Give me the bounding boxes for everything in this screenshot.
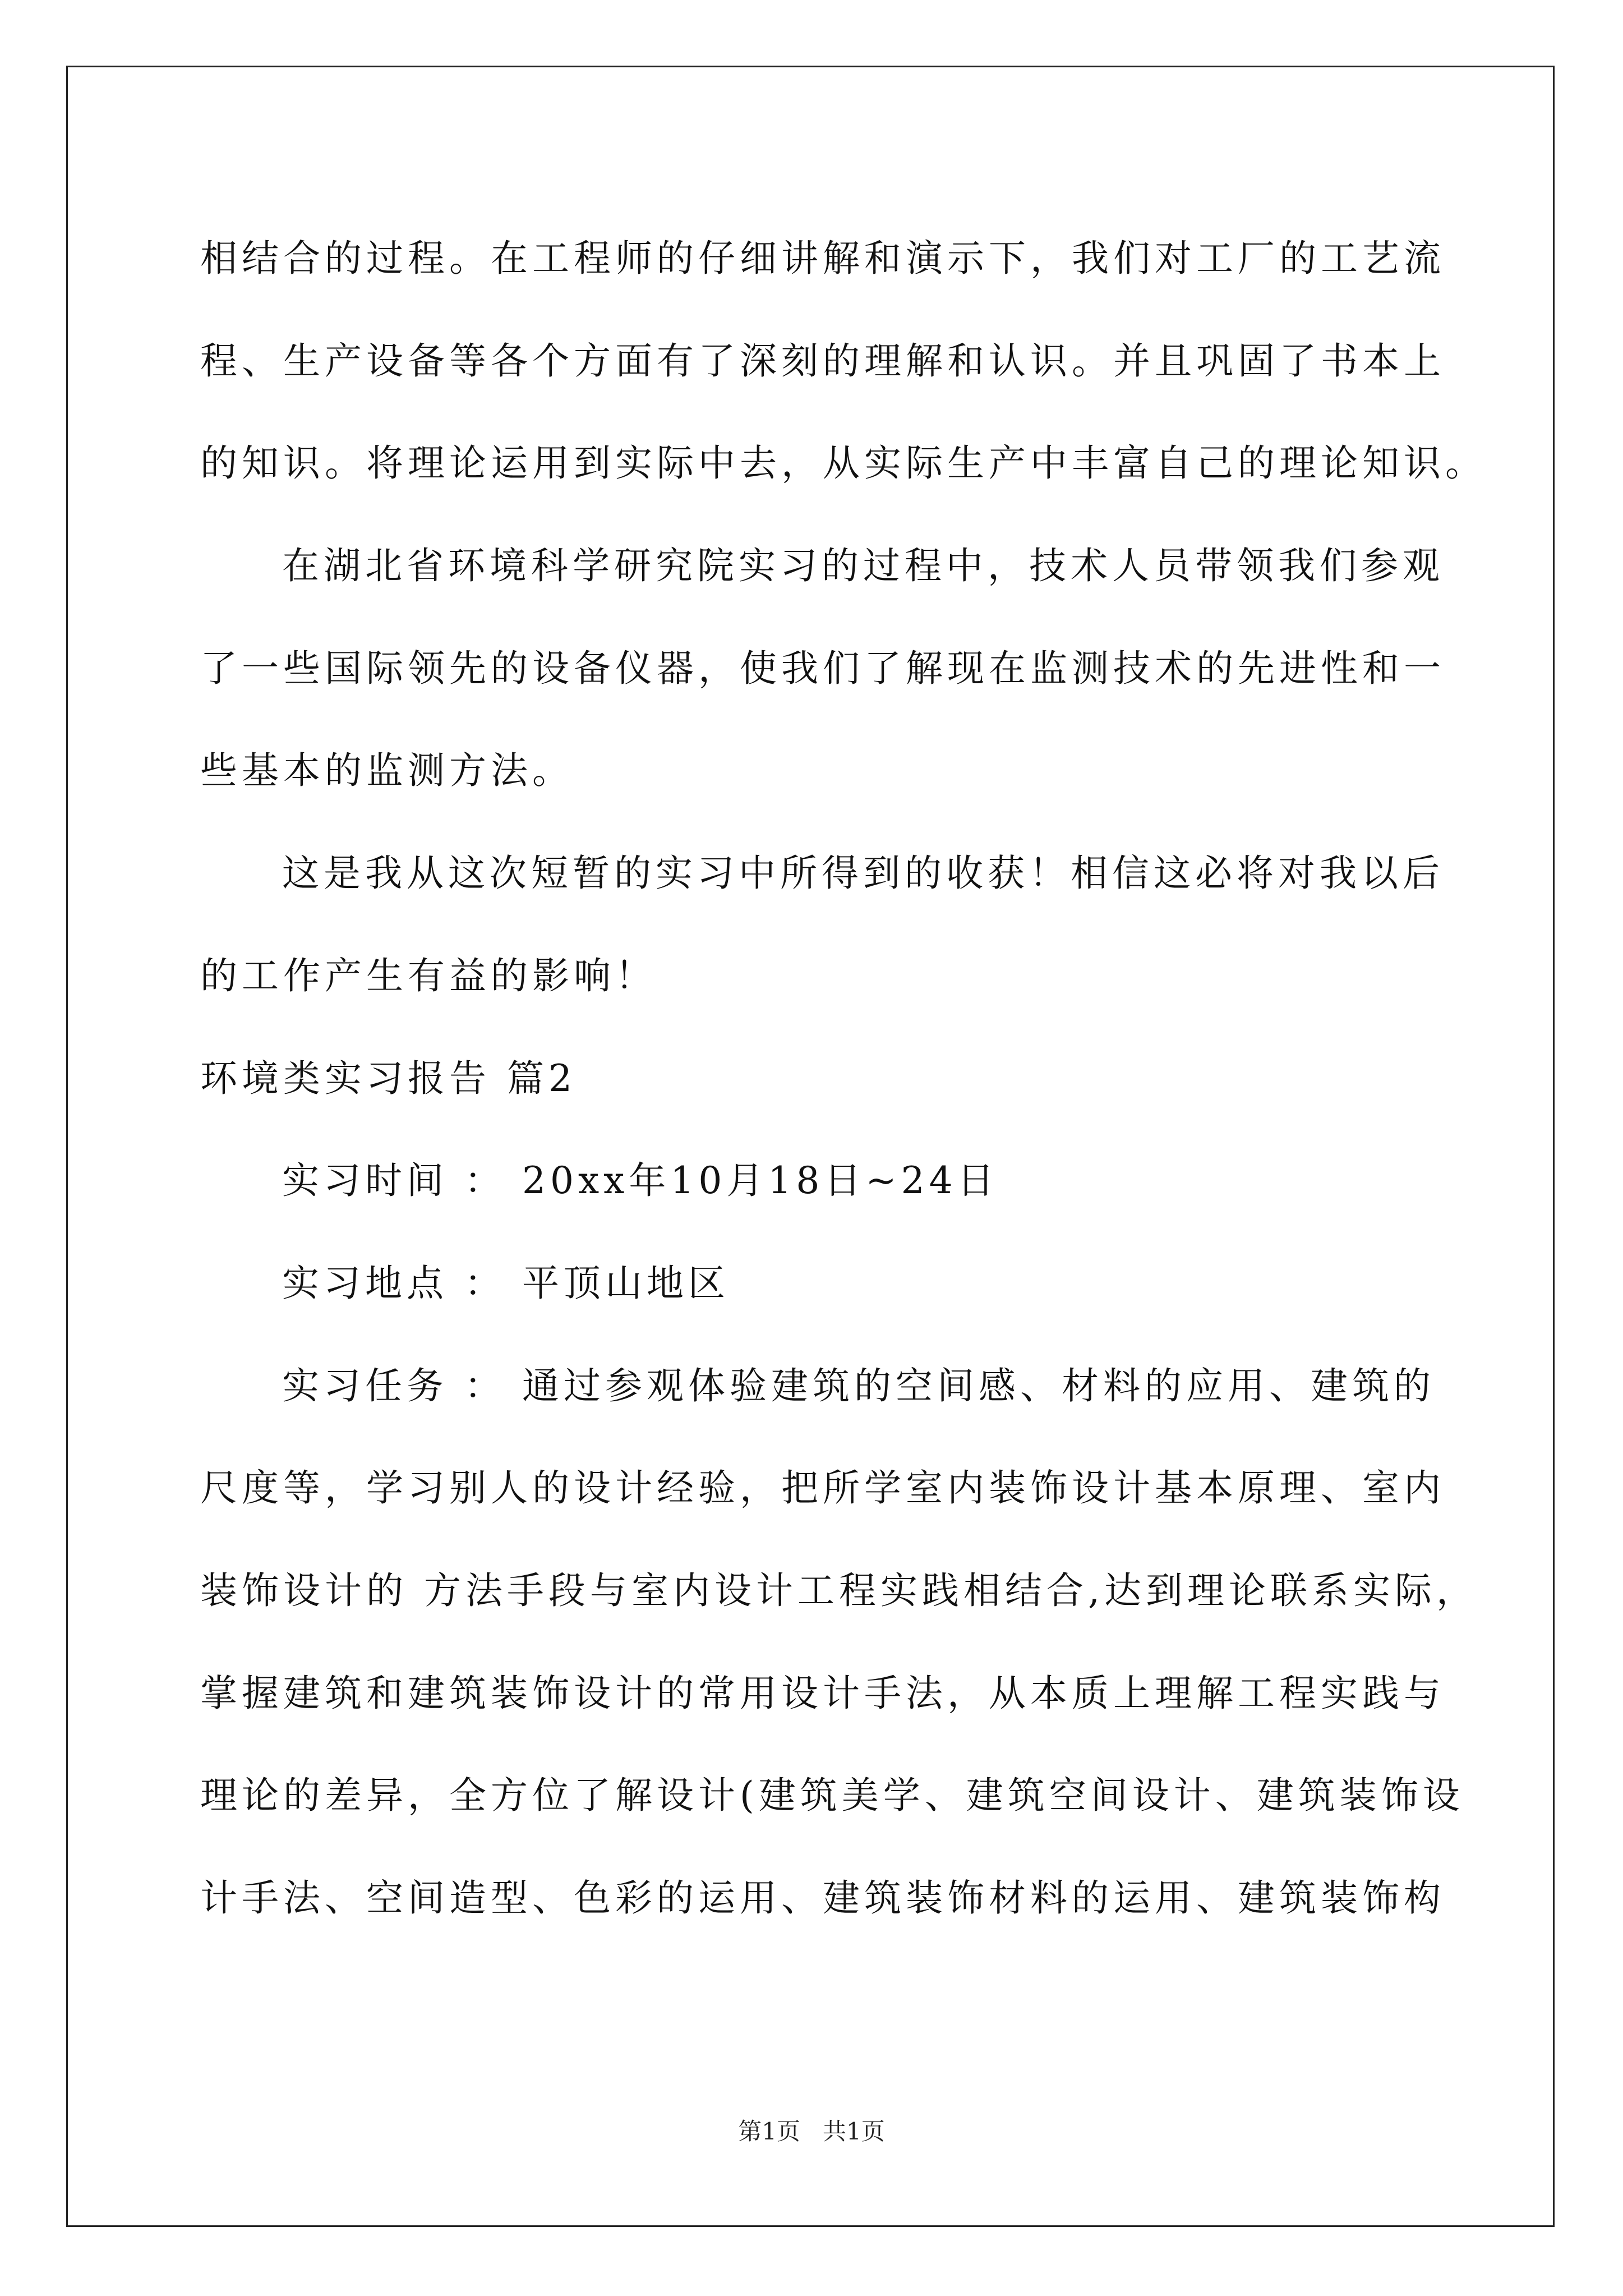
internship-location: 实习地点 ： 平顶山地区 (282, 1261, 730, 1305)
body-line: 理论的差异，全方位了解设计(建筑美学、建筑空间设计、建筑装饰设 (200, 1774, 1464, 1818)
body-line: 些基本的监测方法。 (200, 749, 574, 793)
body-line: 的工作产生有益的影响！ (200, 954, 657, 997)
body-line: 掌握建筑和建筑装饰设计的常用设计手法，从本质上理解工程实践与 (200, 1671, 1445, 1715)
body-line: 了一些国际领先的设备仪器，使我们了解现在监测技术的先进性和一 (200, 646, 1445, 690)
body-line: 相结合的过程。在工程师的仔细讲解和演示下，我们对工厂的工艺流 (200, 237, 1445, 280)
page-footer: 第1页 共1页 (738, 2118, 885, 2145)
body-line: 装饰设计的 方法手段与室内设计工程实践相结合,达到理论联系实际， (200, 1568, 1478, 1612)
paragraph-first-line: 这是我从这次短暂的实习中所得到的收获！相信这必将对我以后 (282, 852, 1444, 895)
document-body (200, 208, 1487, 1950)
internship-task: 实习任务 ： 通过参观体验建筑的空间感、材料的应用、建筑的 (282, 1364, 1435, 1407)
body-line: 的知识。将理论运用到实际中去，从实际生产中丰富自己的理论知识。 (200, 441, 1487, 485)
body-line: 计手法、空间造型、色彩的运用、建筑装饰材料的运用、建筑装饰构 (200, 1876, 1445, 1920)
section-heading: 环境类实习报告 篇2 (200, 1056, 577, 1100)
paragraph-first-line: 在湖北省环境科学研究院实习的过程中，技术人员带领我们参观 (282, 544, 1444, 588)
body-line: 尺度等，学习别人的设计经验，把所学室内装饰设计基本原理、室内 (200, 1466, 1445, 1510)
body-line: 程、生产设备等各个方面有了深刻的理解和认识。并且巩固了书本上 (200, 339, 1445, 383)
internship-time: 实习时间 ： 20xx年10月18日~24日 (282, 1159, 999, 1203)
